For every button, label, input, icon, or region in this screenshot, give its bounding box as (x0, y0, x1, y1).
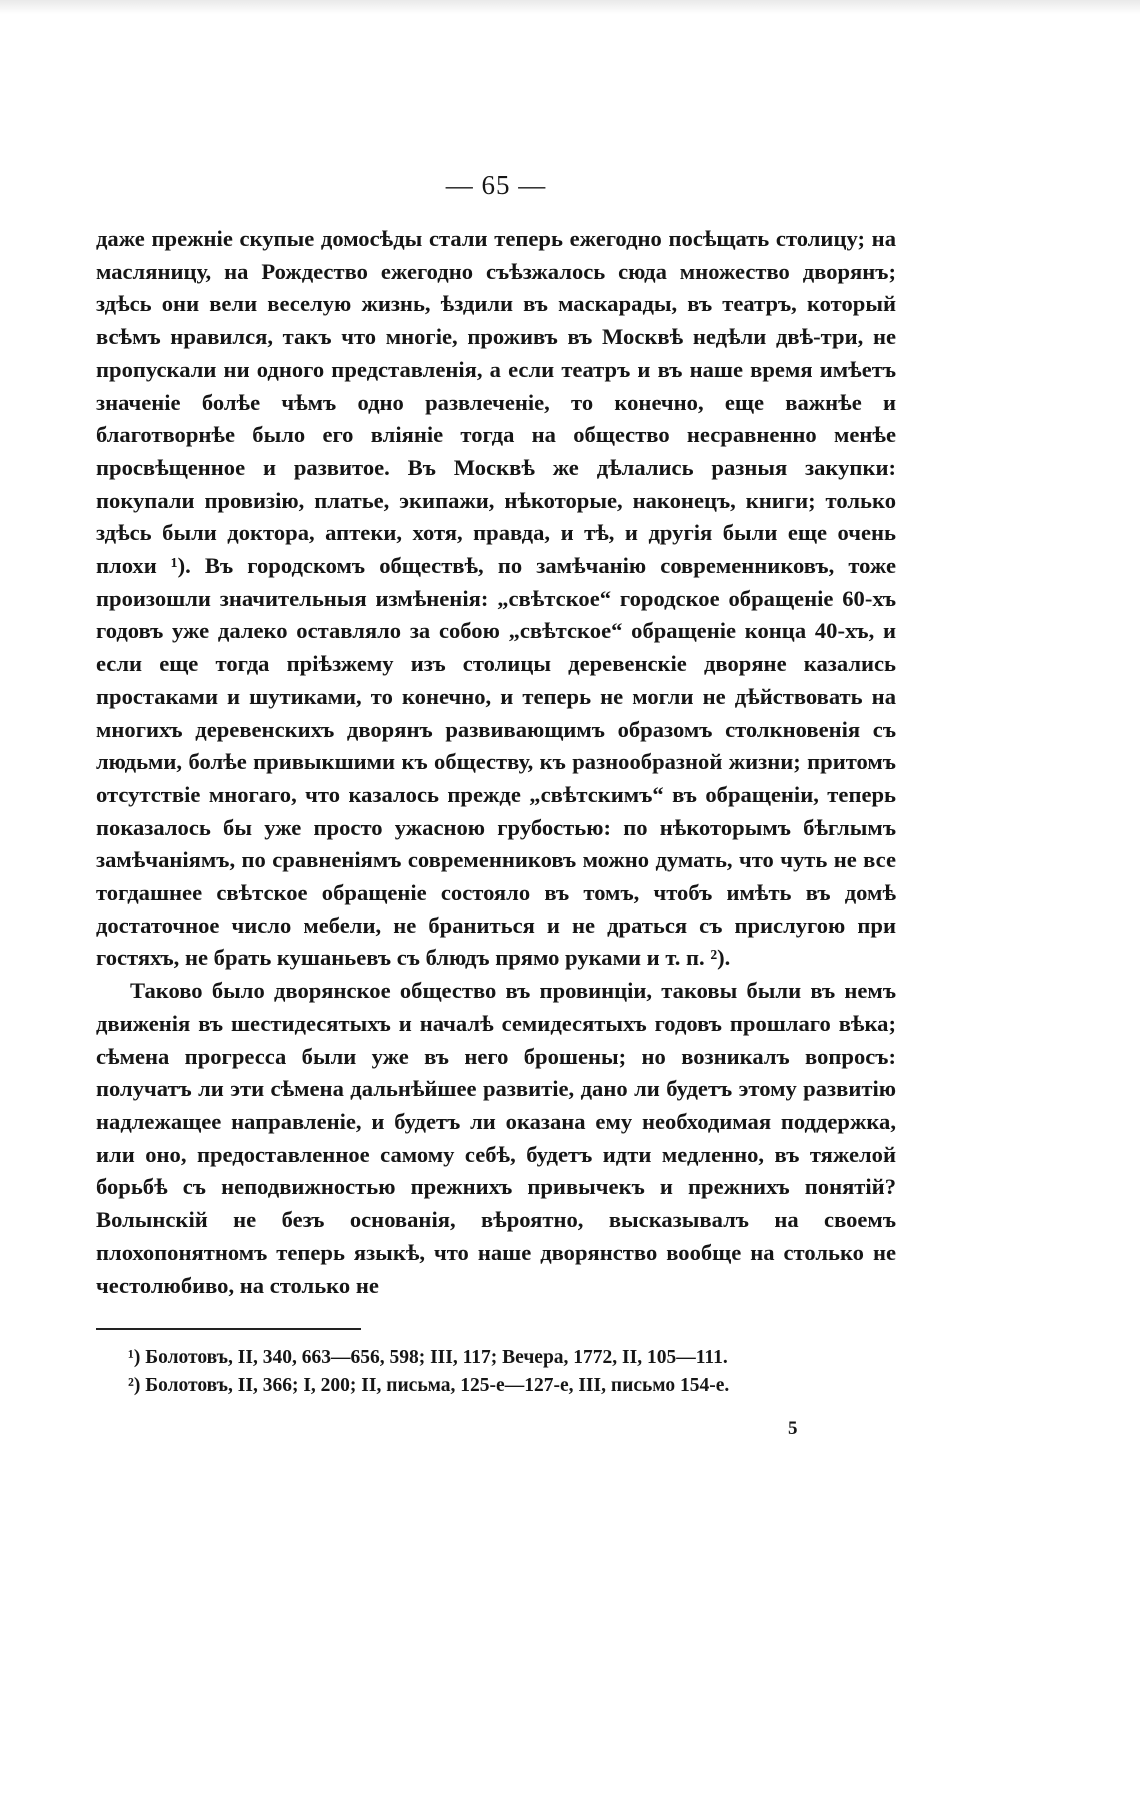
footnote-1: ¹) Болотовъ, II, 340, 663—656, 598; III, 117; Вечера, 1772, II, 105—111. (128, 1347, 728, 1369)
book-page (96, 160, 896, 1440)
page-number: — 65 — (445, 170, 547, 200)
printer-signature: 5 (788, 1418, 798, 1440)
paragraph-2: Таково было дворянское общество въ провинціи, таковы были въ немъ движенія въ шестидесятыхъ и началѣ семидесятыхъ годовъ прошлаго вѣка; сѣмена прогресса были уже въ него брошены; но возникалъ вопросъ: получатъ ли эти сѣмена дальнѣйшее развитіе, дано ли будетъ этому развитію надлежащее направленіе, и будетъ ли оказана ему необходимая поддержка, или оно, предоставленное самому себѣ, будетъ идти медленно, въ тяжелой борьбѣ съ неподвижностью прежнихъ привычекъ и прежнихъ понятій? Волынскій не безъ основанія, вѣроятно, высказывалъ на своемъ плохопонятномъ теперь языкѣ, что наше дворянство вообще на столько не честолюбиво, на столько не (96, 978, 896, 1298)
footnote-2: ²) Болотовъ, II, 366; I, 200; II, письма, 125-е—127-е, III, письмо 154-е. (128, 1375, 730, 1397)
body-text (96, 223, 896, 1302)
footnote-divider (96, 1328, 361, 1330)
footnotes (96, 1344, 896, 1400)
paragraph-1: даже прежніе скупые домосѣды стали теперь ежегодно посѣщать столицу; на масляницу, на Рождество ежегодно съѣзжалось сюда множество дворянъ; здѣсь они вели веселую жизнь, ѣздили въ маскарады, въ театръ, который всѣмъ нравился, такъ что многіе, проживъ въ Москвѣ недѣли двѣ-три, не пропускали ни одного представленія, а если театръ и въ наше время имѣетъ значеніе болѣе чѣмъ одно развлеченіе, то конечно, еще важнѣе и благотворнѣе было его вліяніе тогда на общество несравненно менѣе просвѣщенное и развитое. Въ Москвѣ же дѣлались разныя закупки: покупали провизію, платье, экипажи, нѣкоторые, наконецъ, книги; только здѣсь были доктора, аптеки, хотя, правда, и тѣ, и другія были еще очень плохи ¹). Въ городскомъ обществѣ, по замѣчанію современниковъ, тоже произошли значительныя измѣненія: „свѣтское“ городское обращеніе 60-хъ годовъ уже далеко оставляло за собою „свѣтское“ обращеніе конца 40-хъ, и если еще тогда пріѣзжему изъ столицы деревенскіе дворяне казались простаками и шутиками, то конечно, и теперь не могли не дѣйствовать на многихъ деревенскихъ дворянъ развивающимъ образомъ столкновенія съ людьми, болѣе привыкшими къ обществу, къ разнообразной жизни; притомъ отсутствіе многаго, что казалось прежде „свѣтскимъ“ въ обращеніи, теперь показалось бы уже просто ужасною грубостью: по нѣкоторымъ бѣглымъ замѣчаніямъ, по сравненіямъ современниковъ можно думать, что чуть не все тогдашнее свѣтское обращеніе состояло въ томъ, чтобъ имѣть въ домѣ достаточное число мебели, не браниться и не драться съ прислугою при гостяхъ, не брать кушаньевъ съ блюдъ прямо руками и т. п. ²). (96, 226, 896, 971)
scan-edge (0, 0, 1140, 14)
